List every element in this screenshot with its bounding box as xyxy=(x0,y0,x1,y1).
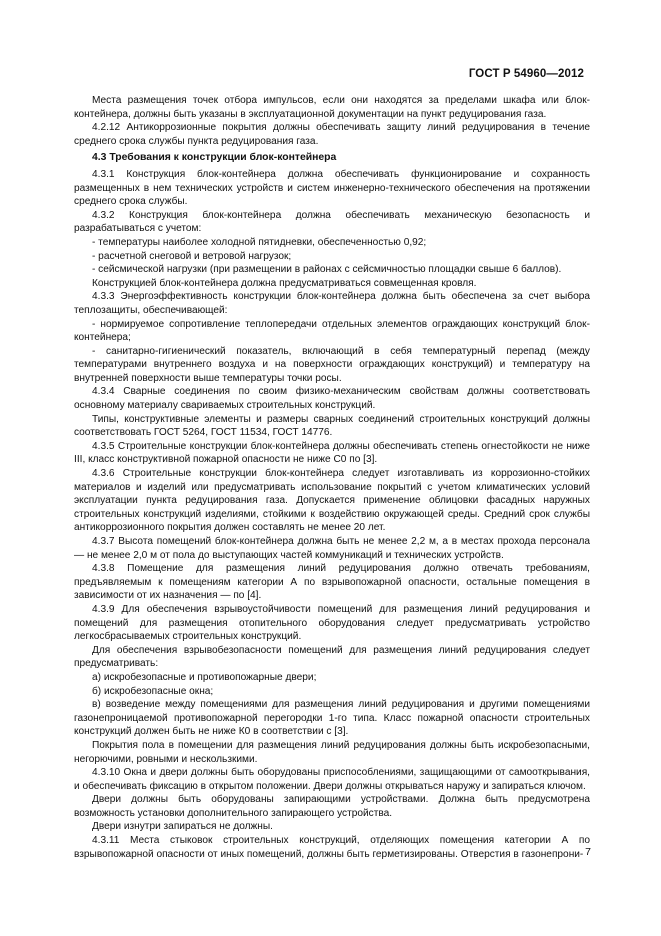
paragraph: Места размещения точек отбора импульсов, если они находятся за пределами шкафа или блок-контейнера, должны быть указаны в эксплуатационной документации на пункт редуцирования газа. xyxy=(74,95,590,120)
paragraph: 4.3.2 Конструкция блок-контейнера должна обеспечивать механическую безопасность и разрабатываться с учетом: xyxy=(74,209,590,235)
paragraph: Покрытия пола в помещении для размещения линий редуцирования должны быть искробезопасными, негорючими, ровными и нескользкими. xyxy=(74,739,590,765)
paragraph: 4.3.6 Строительные конструкции блок-контейнера следует изготавливать из коррозионно-стойких материалов и изделий или предусматривать использование покрытий с учетом климатических условий эксплуатации пункта редуцирования газа. Допускается применение облицовки фасадных наружных строительных конструкций изделиями, стойкими к воздействию окружающей среды. Средний срок службы антикоррозионного покрытия должен составлять не менее 20 лет. xyxy=(74,468,590,534)
paragraph: Для обеспечения взрывобезопасности помещений для размещения линий редуцирования следует предусматривать: xyxy=(74,644,590,670)
paragraph: 4.3.9 Для обеспечения взрывоустойчивости помещений для размещения линий редуцирования и помещений для размещения отопительного оборудования следует предусматривать устройство легкосбрасываемых строительных конструкций. xyxy=(74,603,590,643)
paragraph: 4.3.3 Энергоэффективность конструкции блок-контейнера должна быть обеспечена за счет выбора теплозащиты, обеспечивающей: xyxy=(74,291,590,316)
list-item: - санитарно-гигиенический показатель, включающий в себя температурный перепад (между температурами внутреннего воздуха и на поверхности ограждающих конструкций) и температуру на внутренней поверхности выше температуры точки росы. xyxy=(74,345,590,384)
list-item: - нормируемое сопротивление теплопередачи отдельных элементов ограждающих конструкций блок-контейнера; xyxy=(74,318,590,344)
document-header: ГОСТ Р 54960—2012 xyxy=(468,68,584,80)
paragraph: Двери должны быть оборудованы запирающими устройствами. Должна быть предусмотрена возможность установки дополнительного запирающего устройства. xyxy=(74,794,590,819)
list-item: в) возведение между помещениями для размещения линий редуцирования и другими помещениями газонепроницаемой противопожарной перегородки 1-го типа. Класс пожарной опасности строительных конструкций должен быть не ниже К0 в соответствии с [3]. xyxy=(74,699,590,738)
document-body xyxy=(74,94,590,861)
paragraph: 4.3.5 Строительные конструкции блок-контейнера должны обеспечивать степень огнестойкости не ниже III, класс конструктивной пожарной опасности не ниже С0 по [3]. xyxy=(74,440,590,466)
list-item: а) искробезопасные и противопожарные двери; xyxy=(92,671,317,683)
list-item: - расчетной снеговой и ветровой нагрузок; xyxy=(92,250,292,262)
paragraph: 4.2.12 Антикоррозионные покрытия должны обеспечивать защиту линий редуцирования в течение среднего срока службы пункта редуцирования газа. xyxy=(74,122,590,147)
paragraph: Типы, конструктивные элементы и размеры сварных соединений строительных конструкций должны соответствовать ГОСТ 5264, ГОСТ 11534, ГОСТ 14776. xyxy=(74,413,590,439)
paragraph: 4.3.8 Помещение для размещения линий редуцирования должно отвечать требованиям, предъявляемым к помещениям категории А по взрывопожарной опасности, остальные помещения в зависимости от их назначения — по [4]. xyxy=(74,563,590,602)
list-item: - температуры наиболее холодной пятидневки, обеспеченностью 0,92; xyxy=(92,236,427,248)
paragraph: 4.3.11 Места стыковок строительных конструкций, отделяющих помещения категории А по взрывопожарной опасности от иных помещений, должны быть герметизированы. Отверстия в газонепрони- xyxy=(74,835,590,860)
paragraph: Конструкцией блок-контейнера должна предусматриваться совмещенная кровля. xyxy=(92,277,477,289)
paragraph: 4.3.7 Высота помещений блок-контейнера должна быть не менее 2,2 м, а в местах прохода персонала — не менее 2,0 м от пола до выступающих частей коммуникаций и технических устройств. xyxy=(74,536,590,561)
page-number: 7 xyxy=(585,846,591,858)
list-item: б) искробезопасные окна; xyxy=(92,685,214,697)
paragraph: Двери изнутри запираться не должны. xyxy=(92,821,273,833)
section-title: 4.3 Требования к конструкции блок-контейнера xyxy=(92,152,337,164)
paragraph: 4.3.1 Конструкция блок-контейнера должна обеспечивать функционирование и сохранность размещенных в нем технических устройств и систем инженерно-технического обеспечения на протяжении среднего срока службы. xyxy=(74,168,590,208)
paragraph: 4.3.10 Окна и двери должны быть оборудованы приспособлениями, защищающими от самооткрывания, и обеспечивать фиксацию в открытом положении. Двери должны открываться наружу и запираться ключом. xyxy=(74,767,590,792)
list-item: - сейсмической нагрузки (при размещении в районах с сейсмичностью площадки свыше 6 баллов). xyxy=(92,264,562,276)
paragraph: 4.3.4 Сварные соединения по своим физико-механическим свойствам должны соответствовать основному материалу свариваемых строительных конструкций. xyxy=(74,386,590,412)
